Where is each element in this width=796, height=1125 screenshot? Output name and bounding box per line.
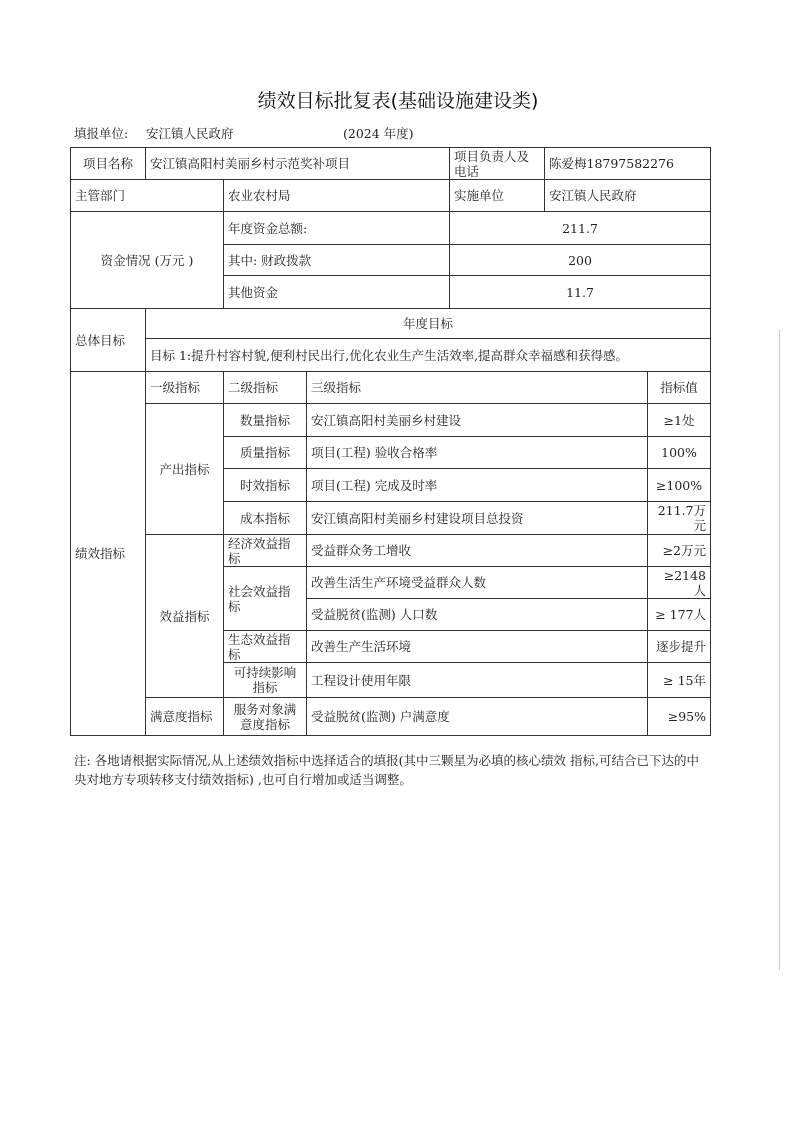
benefit-level3: 改善生活生产环境受益群众人数 [307,567,648,599]
fill-unit-value: 安江镇人民政府 [146,126,234,141]
scan-edge-line [779,330,780,970]
satisfaction-indicators-label: 满意度指标 [146,698,224,736]
benefit-level2: 经济效益指标 [224,535,307,567]
funds-total-label: 年度资金总额: [224,212,450,245]
satisfaction-level3: 受益脱贫(监测) 户满意度 [307,698,648,736]
satisfaction-value: ≥95% [648,698,711,736]
implementing-unit-value: 安江镇人民政府 [545,180,711,212]
performance-target-table [70,147,711,736]
output-level3: 项目(工程) 验收合格率 [307,437,648,469]
output-value: ≥1处 [648,404,711,437]
footnote: 注: 各地请根据实际情况,从上述绩效指标中选择适合的填报(其中三颗星为必填的核心绩效 指标,可结合已下达的中央对地方专项转移支付绩效指标) ,也可自行增加或适当调整。 [74,753,699,787]
funds-other-label: 其他资金 [224,276,450,309]
output-value: 211.7万元 [648,502,711,535]
year-label: (2024 年度) [343,126,414,141]
output-level3: 安江镇高阳村美丽乡村建设项目总投资 [307,502,648,535]
col-level1-header: 一级指标 [146,372,224,404]
page-title: 绩效目标批复表(基础设施建设类) [257,90,539,112]
department-label: 主管部门 [71,180,224,212]
col-value-header: 指标值 [648,372,711,404]
output-indicators-label: 产出指标 [146,404,224,535]
output-value: 100% [648,437,711,469]
benefit-level2: 生态效益指标 [224,631,307,663]
output-level2: 数量指标 [224,404,307,437]
benefit-value: ≥ 177人 [648,599,711,631]
project-name-label: 项目名称 [71,148,146,180]
annual-target-text: 目标 1:提升村容村貌,便利村民出行,优化农业生产生活效率,提高群众幸福感和获得感。 [146,339,711,372]
implementing-unit-label: 实施单位 [450,180,545,212]
col-level2-header: 二级指标 [224,372,307,404]
overall-target-label: 总体目标 [71,309,146,372]
benefit-value: ≥2万元 [648,535,711,567]
funds-other-value: 11.7 [450,276,711,309]
benefit-value: ≥ 15年 [648,663,711,698]
project-owner-label: 项目负责人及电话 [450,148,545,180]
benefit-value: ≥2148人 [648,567,711,599]
fill-unit-label: 填报单位: [74,126,129,141]
funds-label: 资金情况 (万元 ) [71,212,224,309]
output-level3: 安江镇高阳村美丽乡村建设 [307,404,648,437]
benefit-level3: 受益群众务工增收 [307,535,648,567]
department-value: 农业农村局 [224,180,450,212]
project-owner-value: 陈爱梅18797582276 [545,148,711,180]
output-value: ≥100% [648,469,711,502]
benefit-level3: 受益脱贫(监测) 人口数 [307,599,648,631]
output-level2: 成本指标 [224,502,307,535]
annual-target-header: 年度目标 [146,309,711,339]
benefit-value: 逐步提升 [648,631,711,663]
benefit-level3: 工程设计使用年限 [307,663,648,698]
funds-fiscal-label: 其中: 财政拨款 [224,245,450,276]
satisfaction-level2: 服务对象满意度指标 [224,698,307,736]
funds-fiscal-value: 200 [450,245,711,276]
output-level3: 项目(工程) 完成及时率 [307,469,648,502]
social-benefit-label: 社会效益指标 [224,567,307,631]
project-name-value: 安江镇高阳村美丽乡村示范奖补项目 [146,148,450,180]
output-level2: 时效指标 [224,469,307,502]
benefit-level3: 改善生产生活环境 [307,631,648,663]
performance-indicators-label: 绩效指标 [71,372,146,736]
funds-total-value: 211.7 [450,212,711,245]
benefit-indicators-label: 效益指标 [146,535,224,698]
col-level3-header: 三级指标 [307,372,648,404]
output-level2: 质量指标 [224,437,307,469]
benefit-level2: 可持续影响指标 [224,663,307,698]
